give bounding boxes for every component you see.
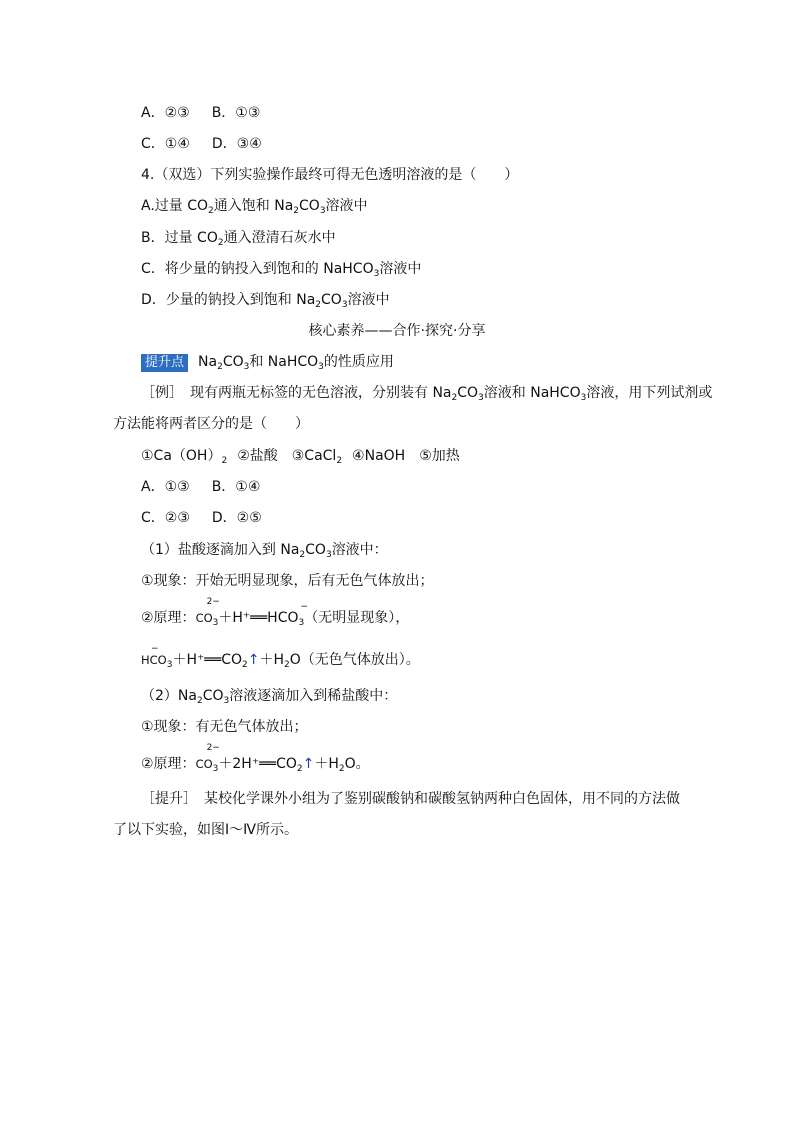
bicarbonate-ion: $HCO_3$ −: [141, 644, 173, 670]
section-title: 核心素养——合作·探究·分享: [308, 323, 486, 339]
improve-line2: 了以下实验，如图Ⅰ～Ⅳ所示。: [113, 822, 299, 838]
example-reagents: $①Ca(OH)_2$ ②盐酸 ③CaCl$_2$ ④NaOH ⑤加热: [141, 448, 460, 466]
q3-option-c: C．①④: [141, 136, 190, 152]
example-line1: ［例］ 现有两瓶无标签的无色溶液，分别装有 $Na_2CO_3$溶液和 NaHCO$_3$溶液，用下列试剂或: [141, 385, 713, 403]
carbonate-ion: $CO_3$ 2−: [195, 743, 220, 774]
q4-stem: 4.（双选）下列实验操作最终可得无色透明溶液的是（ ）: [141, 167, 519, 183]
improve-line1: ［提升］ 某校化学课外小组为了鉴别碳酸钠和碳酸氢钠两种白色固体，用不同的方法做: [141, 791, 680, 807]
carbonate-ion: $CO_3$ 2−: [195, 597, 220, 628]
q3-option-a: A．②③: [141, 105, 190, 121]
gas-arrow-icon: ↑: [247, 652, 260, 668]
part1-title: （1）盐酸逐滴加入到 $Na_2CO_3$溶液中：: [141, 542, 388, 560]
q4-option-a: A.过量 $CO_2$通入饱和 $Na_2CO_3$溶液中: [141, 198, 368, 216]
q4-option-d: D．少量的钠投入到饱和 $Na_2CO_3$溶液中: [141, 292, 390, 310]
part2-title: $(2)Na_2CO_3$溶液逐滴加入到稀盐酸中：: [141, 688, 398, 706]
example-option-c: C．②③: [141, 510, 190, 526]
part2-phenomenon: ①现象：有无色气体放出；: [141, 719, 308, 735]
part2-principle: ②原理：$CO_3$ 2− $+2H^+══CO_2↑+H_2O$。: [141, 754, 370, 779]
example-option-d: D．②⑤: [211, 510, 262, 526]
example-options-row2: [141, 508, 262, 528]
q4-option-b: B．过量 $CO_2$通入澄清石灰水中: [141, 230, 336, 248]
gas-arrow-icon: ↑: [302, 756, 315, 772]
q3-options-row2: [141, 134, 262, 154]
q4-option-c: C．将少量的钠投入到饱和的 NaHCO$_3$溶液中: [141, 261, 422, 279]
example-option-b: B．①④: [211, 479, 261, 495]
part1-phenomenon: ①现象：开始无明显现象，后有无色气体放出；: [141, 573, 434, 589]
example-options-row1: [141, 477, 260, 497]
q3-options-row1: [141, 103, 260, 123]
point-header: 提升点 $Na_2CO_3$和 NaHCO$_3$的性质应用: [141, 352, 394, 377]
bicarbonate-ion: $_3$ −: [298, 602, 309, 628]
q3-option-d: D．③④: [211, 136, 262, 152]
example-line2: 方法能将两者区分的是（ ）: [113, 416, 309, 432]
part1-principle-eq2: $HCO_3$ − $+H^+══CO_2↑+H_2O$（无色气体放出）。: [141, 650, 420, 675]
example-option-a: A．①③: [141, 479, 190, 495]
point-badge: 提升点: [141, 354, 188, 372]
q3-option-b: B．①③: [211, 105, 261, 121]
part1-principle-eq1: ②原理：$CO_3$ 2− $+H^+══HCO_3$ − （无明显现象），: [141, 608, 409, 633]
